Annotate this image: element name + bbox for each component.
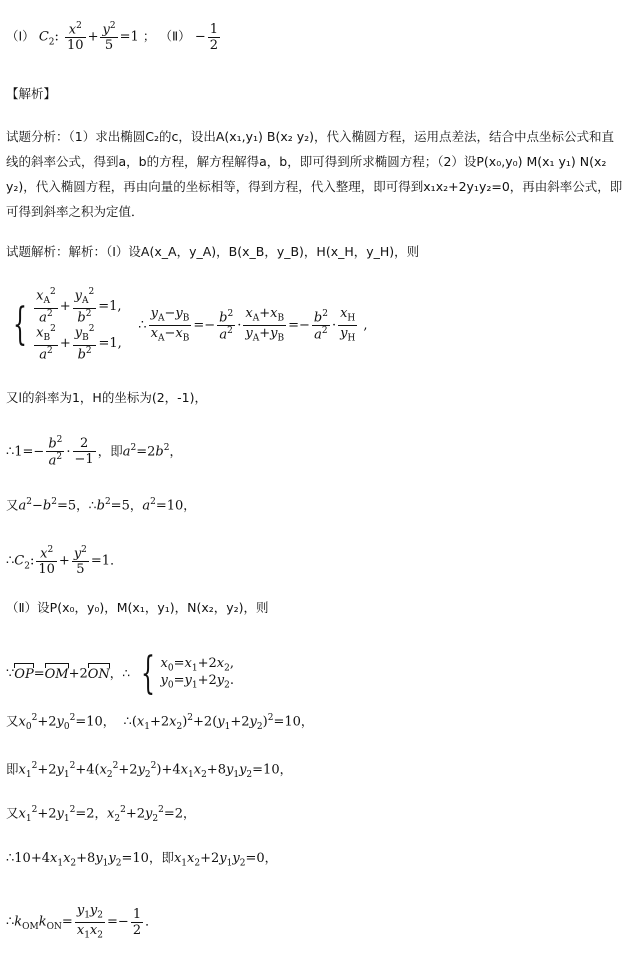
vector-relation: ∵OP=OM+2ON，∴ { $x_0=x_1+2x_2$, $y_0=y_1+2y_2$.: [6, 648, 235, 699]
slope-and-midpoint: 又l的斜率为1，H的坐标为(2，-1)，: [6, 390, 207, 405]
solution-intro: 试题解析：解析：（Ⅰ）设A(x_A，y_A)，B(x_B，y_B)，H(x_H，y_H)，则: [6, 244, 420, 259]
part2-intro: （Ⅱ）设P(x₀，y₀)，M(x₁，y₁)，N(x₂，y₂)，则: [6, 600, 269, 615]
ellipse-result: $\therefore C_2$: $\frac{x^2}{10}$ + $\frac{y^2}{5}$ =1．: [6, 545, 123, 578]
expand-equation: 即$x_1^2+2y_1^2+4(x_2^2+2y_2^2)+4x_1x_2+8y_1y_2=10$，: [6, 761, 293, 780]
slope-product: $\therefore k_{OM}k_{ON}=$ $\frac{y_1y_2}{x_1x_2}$ =− $\frac{1}{2}$ ．: [6, 903, 158, 941]
analysis-paragraph: [6, 124, 624, 224]
jiexi-heading: 【解析】: [6, 86, 57, 101]
answer-part2-label: （Ⅱ）: [159, 28, 191, 44]
answer-separator: ；: [142, 28, 156, 44]
analysis-text: （1）求出椭圆C₂的c，设出A(x₁,y₁) B(x₂ y₂)，代入椭圆方程，运用点差法，结合中点坐标公式和直线的斜率公式，得到a，b的方程，解方程解得a，b，即可得到所求椭圆方程；（2）设P(x₀,y₀) M(x₁ y₁) N(x₂ y₂)，代入椭圆方程，再由向量的坐标相等，得到方程，代入整理，即可得到x₁x₂+2y₁y₂=0，再由斜率公式，即可得到斜率之积为定值．: [6, 129, 623, 219]
equation-a-b: ∴1=− $\frac{b^2}{a^2}$ · $\frac{2}{-1}$ ，即$a^2=2b^2$，: [6, 435, 182, 469]
simplify: $\therefore 10+4x_1x_2+8y_1y_2=10$，即$x_1x_2+2y_1y_2=0$，: [6, 850, 278, 869]
substitute-p: 又$x_0^2+2y_0^2=10$， $\therefore(x_1+2x_2)^2+2(y_1+2y_2)^2=10$，: [6, 713, 314, 732]
solve-a-b: 又$a^2-b^2=5$，$\therefore b^2=5$，$a^2=10$，: [6, 497, 196, 514]
answer-line: （Ⅰ） $C_2$: $\frac{x^2}{10}$ + $\frac{y^2}{5}$ =1 ； （Ⅱ） − $\frac{1}{2}$: [6, 21, 218, 54]
m-n-on-ellipse: 又$x_1^2+2y_1^2=2$，$x_2^2+2y_2^2=2$，: [6, 805, 196, 824]
analysis-prefix: 试题分析：: [6, 129, 69, 144]
answer-part1-label: （Ⅰ）: [6, 28, 35, 44]
point-difference-equation: { $\frac{x_A^2}{a^2}$ + $\frac{y_A^2}{b^2}$ =1, $\frac{x_B^2}{a^2}$ + $\frac{y_B^2}{b^2}$ =1, ∴ $\frac{y_A-y_B}{x_A-x_B}$ =− $\frac{b^2}{a^2}$ · $\frac{x_A+x_B}{y_A+y_B}$ =− $\frac{b^2}{a^2}$ · $\frac{x_H}{y_H}$ ,: [13, 287, 368, 363]
